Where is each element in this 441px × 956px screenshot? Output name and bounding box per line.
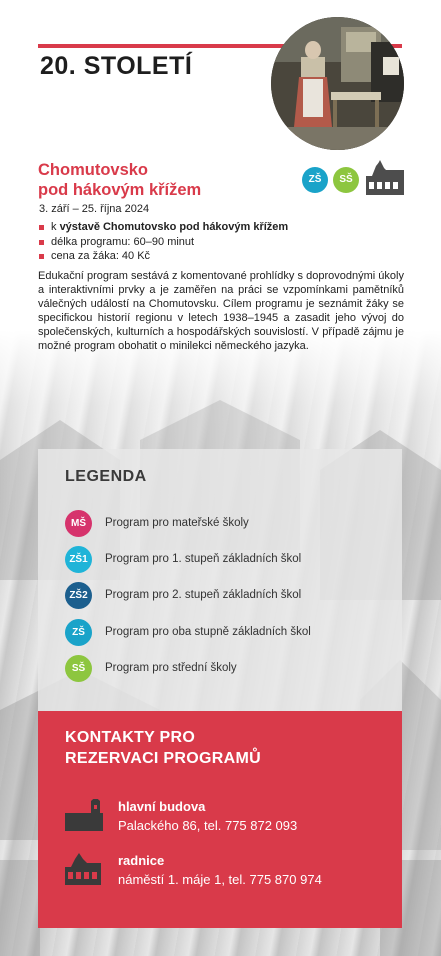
contacts-title	[65, 727, 261, 769]
contact-main-building-address: Palackého 86, tel. 775 872 093	[118, 818, 298, 833]
legend-label-zs1: Program pro 1. stupeň základních škol	[105, 553, 302, 565]
legend-item-zs1	[65, 546, 385, 574]
legend-badge-zs1: ZŠ1	[65, 546, 92, 573]
program-description: Edukační program sestává z komentované prohlídky s doprovodnými úkoly a interaktivními prvky a je zaměřen na práci se vzpomínkami pamětníků válečných událostí na Chomutovsku. Cílem programu je seznámit žáky se specifickou historií regionu v letech 1938–1945 a zasadit jeho vývoj do společenských, kulturních a hospodářských souvislostí. V případě zájmu je možné program obohatit o minilekci německého jazyka.	[38, 270, 404, 352]
legend-label-zs2: Program pro 2. stupeň základních škol	[105, 589, 302, 601]
legend-item-zs2	[65, 582, 385, 610]
program-title-line1: Chomutovsko	[38, 161, 149, 179]
page-title: 20. STOLETÍ	[40, 52, 193, 80]
contact-main-building	[65, 799, 385, 839]
detail-duration: délka programu: 60–90 minut	[39, 235, 288, 250]
contact-main-building-name: hlavní budova	[118, 799, 206, 814]
program-title	[38, 160, 268, 200]
contact-town-hall-address: náměstí 1. máje 1, tel. 775 870 974	[118, 872, 322, 887]
exhibition-name: výstavě Chomutovsko pod hákovým křížem	[59, 221, 289, 233]
program-dates: 3. září – 25. října 2024	[39, 203, 150, 215]
badge-zs: ZŠ	[302, 167, 328, 193]
legend-title: LEGENDA	[65, 468, 147, 485]
legend-badge-zs2: ZŠ2	[65, 582, 92, 609]
exhibition-photo	[271, 17, 404, 150]
contacts-title-line1: KONTAKTY PRO	[65, 729, 196, 746]
program-title-line2: pod hákovým křížem	[38, 181, 202, 199]
detail-price: cena za žáka: 40 Kč	[39, 249, 288, 264]
town-hall-icon	[366, 160, 404, 195]
legend-badge-ms: MŠ	[65, 510, 92, 537]
contacts-box	[38, 711, 402, 928]
badge-ss: SŠ	[333, 167, 359, 193]
legend-label-ss: Program pro střední školy	[105, 662, 237, 674]
contact-town-hall-name: radnice	[118, 853, 165, 868]
church-tower-icon	[65, 799, 103, 831]
legend-badge-ss: SŠ	[65, 655, 92, 682]
legend-label-zs: Program pro oba stupně základních škol	[105, 626, 311, 638]
legend-box	[38, 449, 402, 711]
contacts-title-line2: REZERVACI PROGRAMŮ	[65, 750, 261, 767]
legend-item-ms	[65, 510, 385, 538]
legend-item-ss	[65, 655, 385, 683]
legend-label-ms: Program pro mateřské školy	[105, 517, 249, 529]
legend-badge-zs: ZŠ	[65, 619, 92, 646]
town-hall-icon	[65, 853, 101, 885]
program-details-list	[39, 220, 288, 264]
detail-exhibition: k výstavě Chomutovsko pod hákovým křížem	[39, 220, 288, 235]
legend-item-zs	[65, 619, 385, 647]
contact-town-hall	[65, 853, 385, 893]
